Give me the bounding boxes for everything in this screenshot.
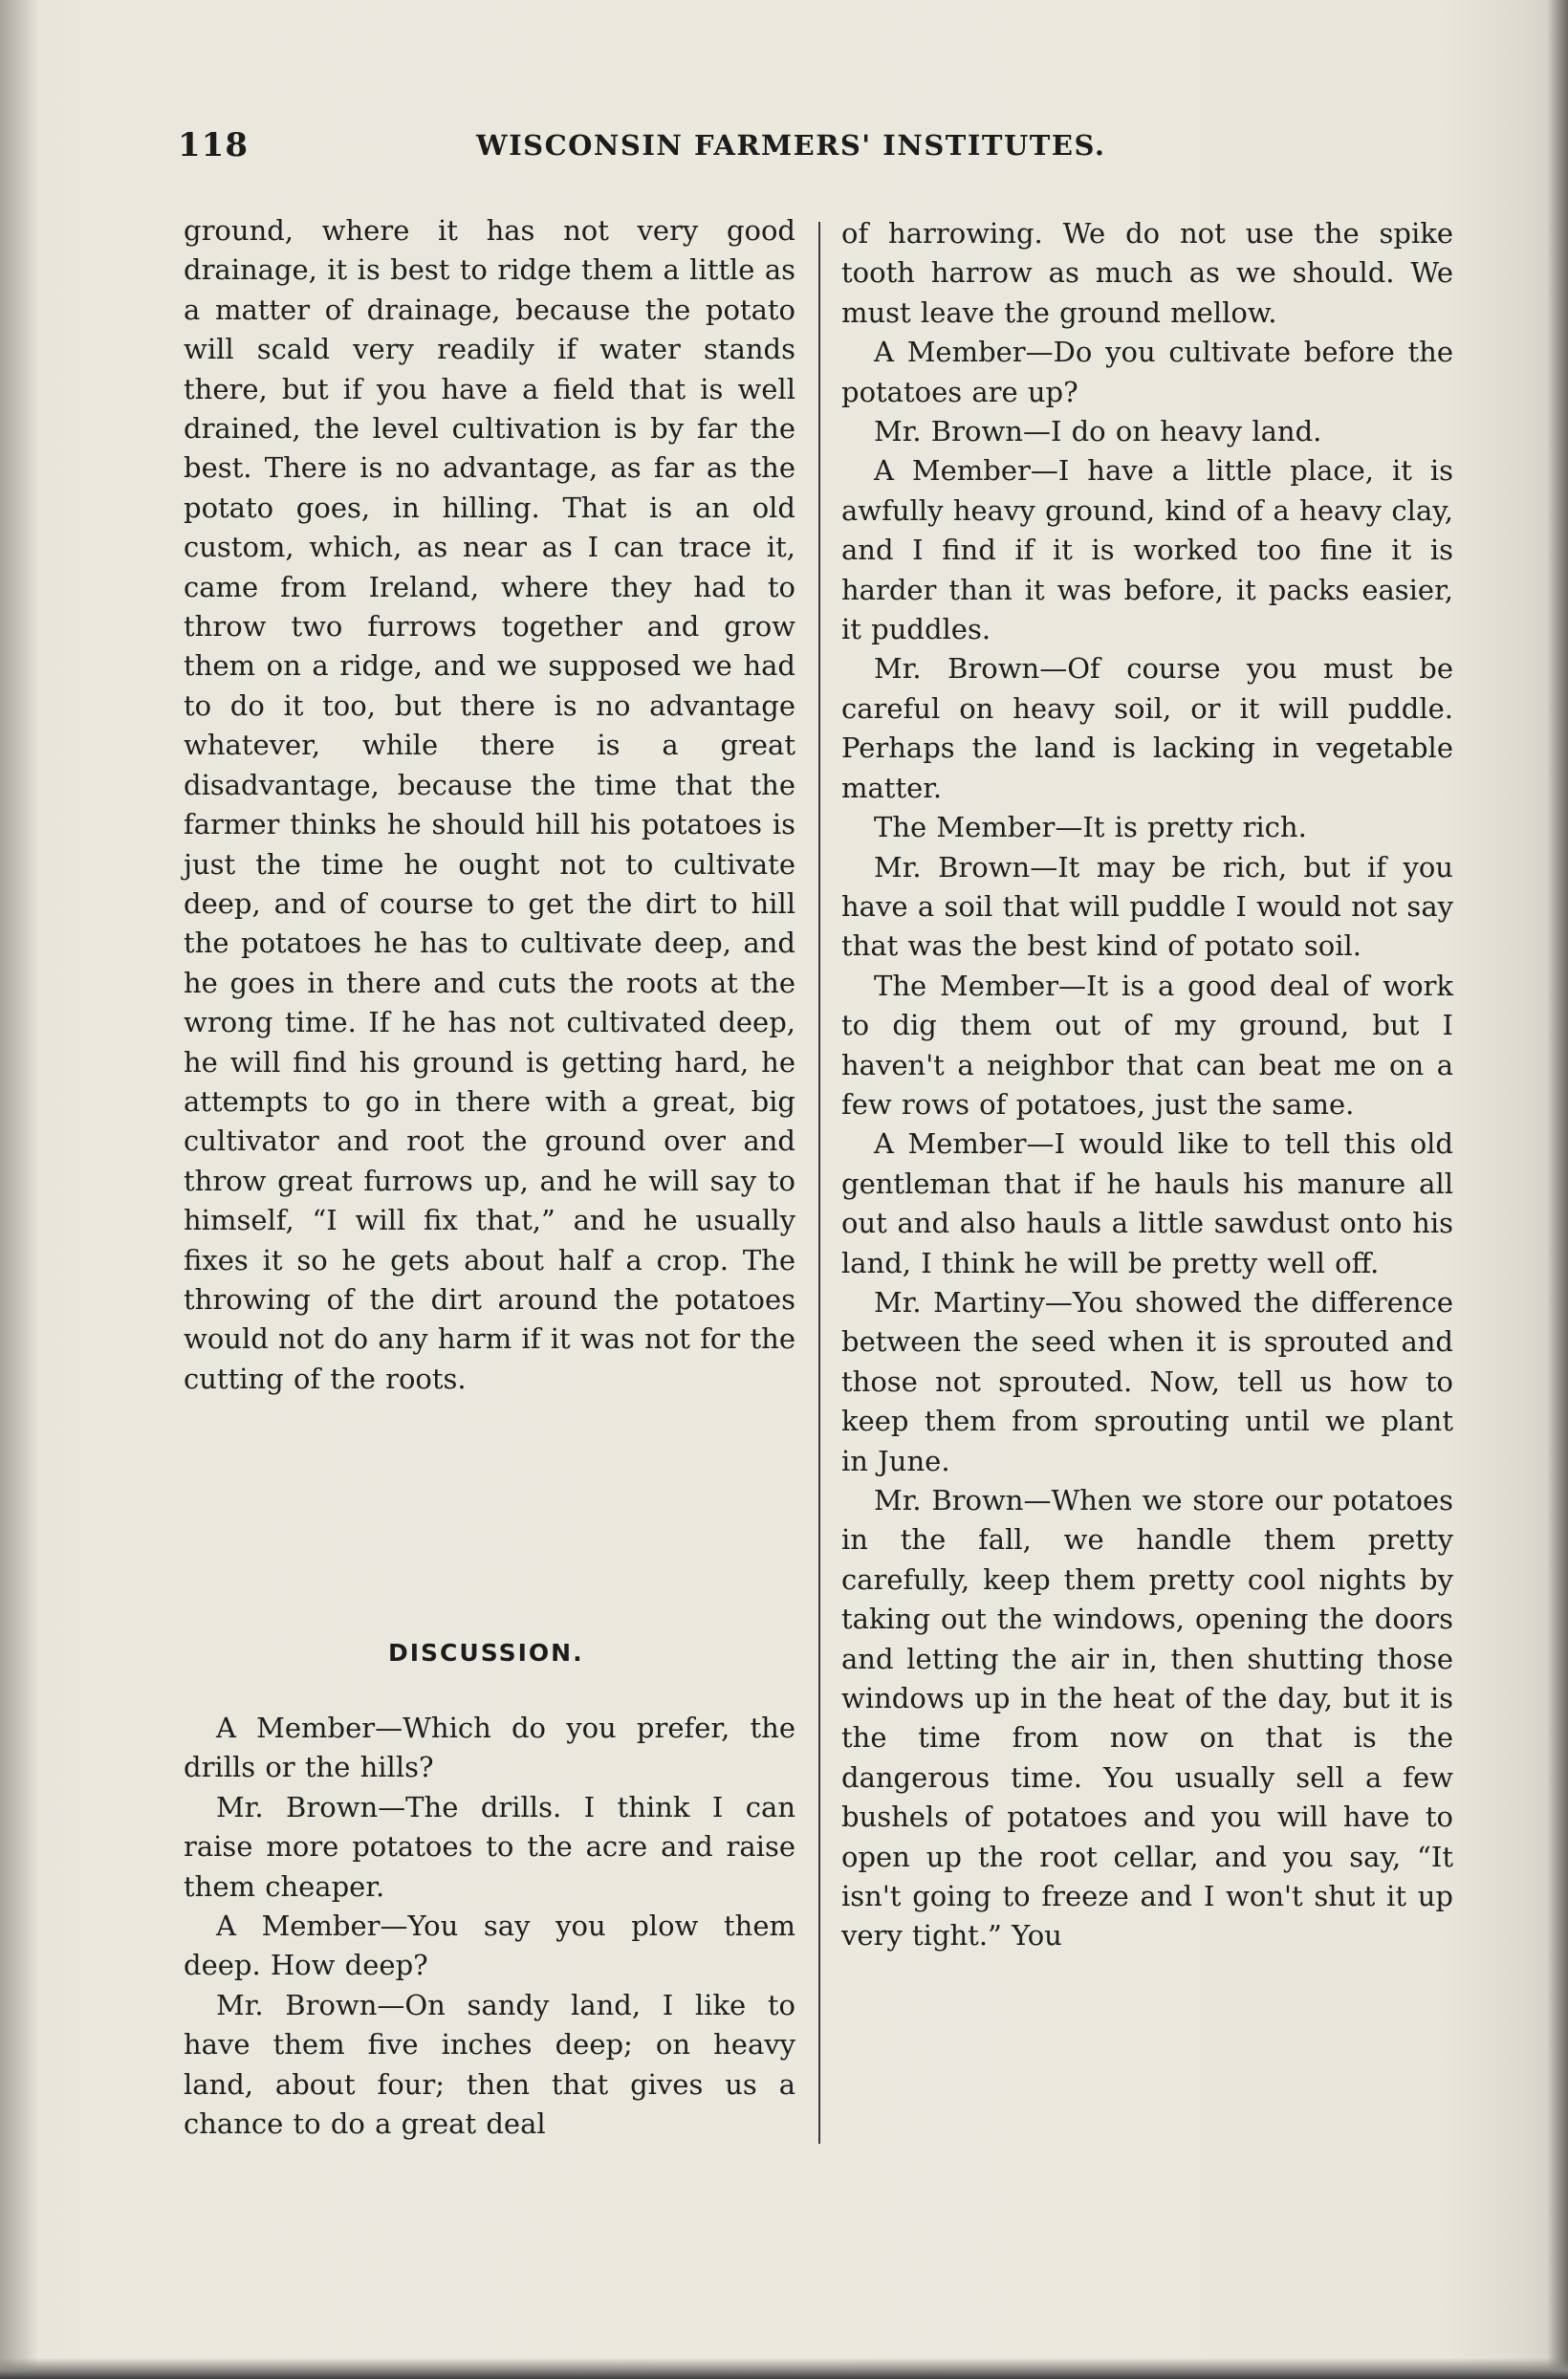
- right-paragraph: Mr. Brown—When we store our potatoes in the fall, we handle them pretty carefully, keep them pretty cool nights by taking out the windows, opening the doors and letting the air in, then shutting those windows up in the heat of the day, but it is the time from now on that is the dangerous time. You usually sell a few bushels of potatoes and you will have to open up the root cellar, and you say, “It isn't going to freeze and I won't shut it up very tight.” You: [841, 1484, 1453, 1953]
- left-paragraph: ground, where it has not very good drainage, it is best to ridge them a little as a matter of drainage, because the potato will scald very readily if water stands there, but if you have a field that is well drained, the level cultivation is by far the best. There is no advantage, as far as the potato goes, in hilling. That is an old custom, which, as near as I can trace it, came from Ireland, where they had to throw two furrows together and grow them on a ridge, and we supposed we had to do it too, but there is no advantage whatever, while there is a great disadvantage, because the time that the farmer thinks he should hill his potatoes is just the time he ought not to cultivate deep, and of course to get the dirt to hill the potatoes he has to cultivate deep, and he goes in there and cuts the roots at the wrong time. If he has not cultivated deep, he will find his ground is getting hard, he attempts to go in there with a great, big cultivator and root the ground over and throw great furrows up, and he will say to himself, “I will fix that,” and he usually fixes it so he gets about half a crop. The throwing of the dirt around the potatoes would not do any harm if it was not for the cutting of the roots.: [184, 214, 795, 1395]
- right-paragraph: Mr. Brown—It may be rich, but if you have a soil that will puddle I would not say that was the best kind of potato soil.: [841, 850, 1453, 963]
- page-bottom-edge: [0, 2358, 1568, 2379]
- page-gutter-edge: [0, 0, 38, 2379]
- page-right-shadow: [1547, 0, 1568, 2379]
- discussion-paragraph: A Member—Which do you prefer, the drills or the hills?: [184, 1712, 795, 1784]
- discussion-heading: DISCUSSION.: [388, 1639, 584, 1667]
- running-title: WISCONSIN FARMERS' INSTITUTES.: [476, 129, 1106, 162]
- discussion-column: [184, 1709, 795, 2144]
- discussion-paragraph: Mr. Brown—On sandy land, I like to have them five inches deep; on heavy land, about four; then that gives us a chance to do a great deal: [184, 1988, 795, 2141]
- column-divider: [818, 222, 820, 2144]
- right-paragraph: Mr. Brown—Of course you must be careful on heavy soil, or it will puddle. Perhaps the land is lacking in vegetable matter.: [841, 652, 1453, 804]
- discussion-paragraph: A Member—You say you plow them deep. How deep?: [184, 1910, 795, 1982]
- right-paragraph: The Member—It is pretty rich.: [874, 811, 1307, 844]
- page-number: 118: [178, 126, 249, 164]
- page-header: [178, 126, 1459, 172]
- right-paragraph: Mr. Martiny—You showed the difference between the seed when it is sprouted and those not sprouted. Now, tell us how to keep them from sprouting until we plant in June.: [841, 1285, 1453, 1477]
- right-paragraph: Mr. Brown—I do on heavy land.: [874, 415, 1322, 448]
- left-column: [184, 211, 795, 1399]
- right-paragraph: of harrowing. We do not use the spike tooth harrow as much as we should. We must leave the ground mellow.: [841, 217, 1453, 329]
- right-paragraph: A Member—I would like to tell this old gentleman that if he hauls his manure all out and also hauls a little sawdust onto his land, I think he will be pretty well off.: [841, 1127, 1453, 1279]
- discussion-paragraph: Mr. Brown—The drills. I think I can raise more potatoes to the acre and raise them cheaper.: [184, 1790, 795, 1903]
- right-paragraph: The Member—It is a good deal of work to dig them out of my ground, but I haven't a neighbor that can beat me on a few rows of potatoes, just the same.: [841, 969, 1453, 1121]
- right-column: [841, 214, 1453, 1956]
- right-paragraph: A Member—I have a little place, it is awfully heavy ground, kind of a heavy clay, and I find if it is worked too fine it is harder than it was before, it packs easier, it puddles.: [841, 454, 1453, 646]
- right-paragraph: A Member—Do you cultivate before the potatoes are up?: [841, 336, 1453, 408]
